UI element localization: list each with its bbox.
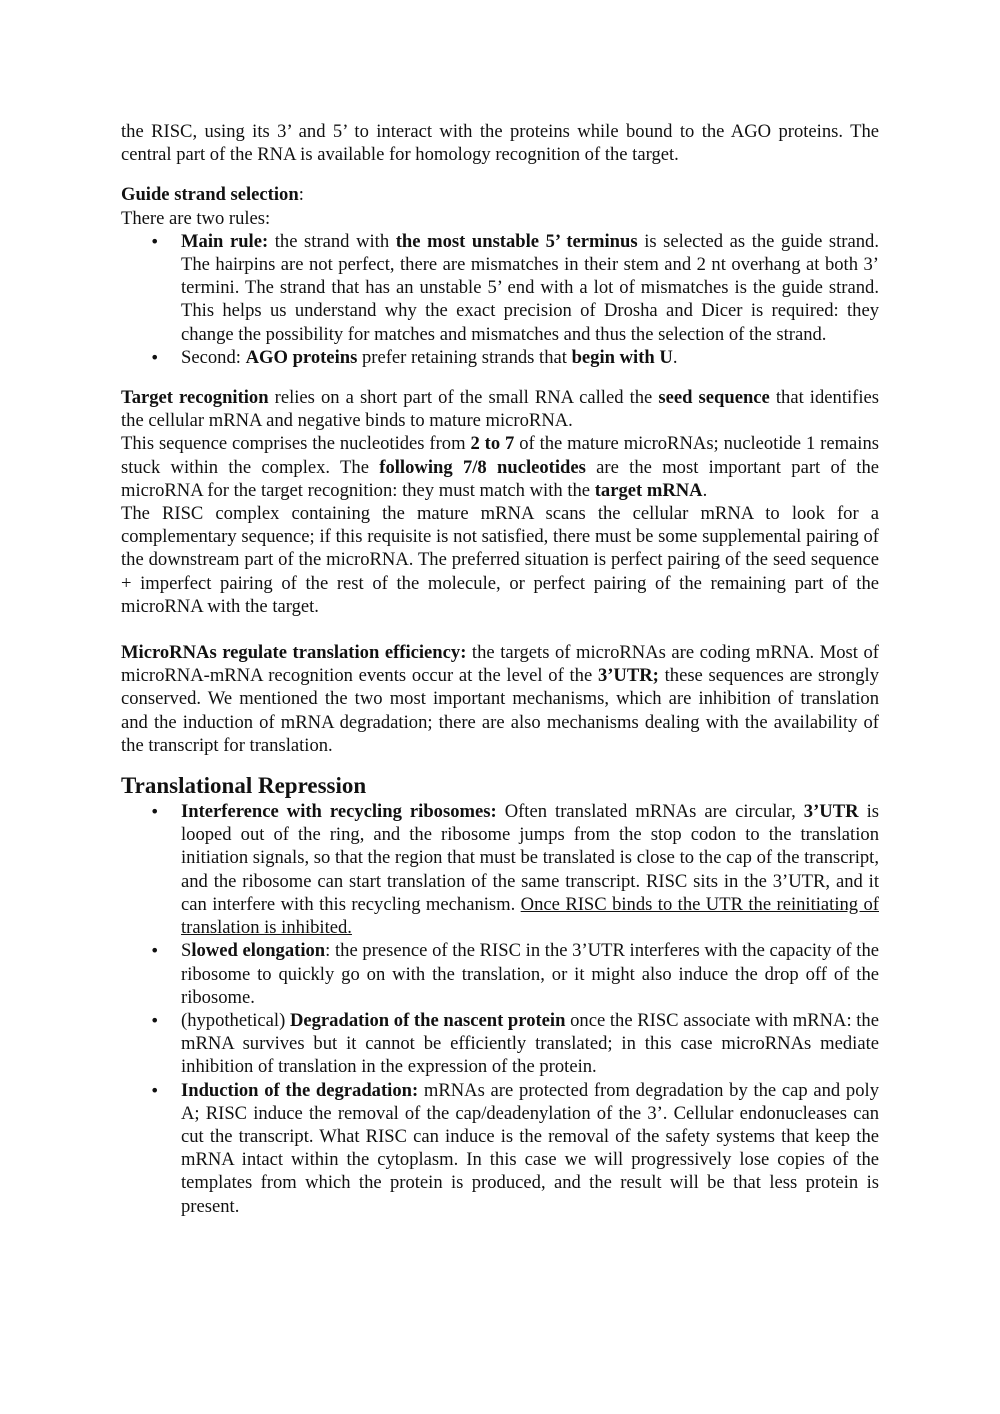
list-item (181, 230, 879, 346)
list-item (181, 1079, 879, 1218)
text-run: Second: (181, 346, 246, 368)
list-item (181, 1009, 879, 1079)
text-run: This sequence comprises the nucleotides from (121, 433, 471, 455)
bold-run: target mRNA (594, 479, 703, 501)
text-run: . (672, 346, 678, 368)
underlined-run: Once RISC binds to the UTR the reinitiating of translation is inhibited. (181, 893, 879, 939)
text-run: prefer retaining strands that (357, 346, 572, 368)
bold-run: 3’UTR (803, 801, 859, 823)
guide-strand-lead: There are two rules: (121, 207, 271, 229)
bold-run: MicroRNAs regulate translation efficiency: (121, 642, 467, 664)
guide-strand-rules (121, 230, 879, 369)
translational-repression-heading: Translational Repression (121, 773, 367, 799)
repression-mechanisms-list (121, 800, 879, 1218)
bold-run: Induction of the degradation: (181, 1079, 419, 1101)
intro-paragraph: the RISC, using its 3’ and 5’ to interact with the proteins while bound to the AGO proteins. The central part of the RNA is available for homology recognition of the target. (121, 121, 879, 166)
text-run: are the most important part of the microRNA for the target recognition: they must match with the (121, 456, 879, 501)
bold-run: begin with U (571, 346, 673, 368)
guide-strand-heading (121, 183, 879, 206)
bold-run: Degradation of the nascent protein (289, 1009, 566, 1031)
list-item (181, 800, 879, 939)
bold-run: the most unstable 5’ terminus (395, 230, 638, 252)
seed-sequence-paragraph (121, 432, 879, 502)
text-run: is looped out of the ring, and the ribosome jumps from the stop codon to the translation initiation signals, so that the region that must be translated is close to the cap of the transcript, and the ribosome can start translation of the same transcript. RISC sits in the 3’UTR, and it can interfere with this recycling mechanism. (181, 801, 879, 915)
bold-run: following 7/8 nucleotides (379, 456, 586, 478)
bold-run: Interference with recycling ribosomes: (181, 801, 497, 823)
text-run: that identifies the cellular mRNA and negative binds to mature microRNA. (121, 387, 879, 432)
text-run: is selected as the guide strand. The hairpins are not perfect, there are mismatches in their stem and 2 nt overhang at both 3’ termini. The strand that has an unstable 5’ end with a lot of mismatches is the guide strand. This helps us understand why the exact precision of Drosha and Dicer is required: they change the possibility for matches and mismatches and thus the selection of the strand. (181, 230, 879, 345)
text-run: of the mature microRNAs; nucleotide 1 remains stuck within the complex. The (121, 433, 879, 478)
text-run: Often translated mRNAs are circular, (496, 801, 804, 823)
bold-run: AGO proteins (245, 346, 358, 368)
target-recognition-paragraph (121, 386, 879, 432)
risc-scanning-paragraph: The RISC complex containing the mature mRNA scans the cellular mRNA to look for a complementary sequence; if this requisite is not satisfied, there must be some supplemental pairing of the downstream part of the microRNA. The preferred situation is perfect pairing of the seed sequence + imperfect pairing of the rest of the molecule, or perfect pairing of the remaining part of the microRNA with the target. (121, 503, 879, 617)
text-run: these sequences are strongly conserved. We mentioned the two most important mechanisms, which are inhibition of translation and the induction of mRNA degradation; there are also mechanisms dealing with the availability of the transcript for translation. (121, 665, 879, 756)
bold-run: seed sequence (658, 387, 770, 409)
text-run: the strand with (268, 230, 396, 252)
bold-run: 2 to 7 (470, 433, 515, 455)
guide-strand-title: Guide strand selection (121, 184, 299, 206)
text-run: S (181, 940, 192, 962)
list-item (181, 346, 879, 369)
text-run: once the RISC associate with mRNA: the mRNA survives but it cannot be efficiently translated; in this case microRNAs mediate inhibition of translation in the expression of the protein. (181, 1009, 879, 1078)
bold-run: 3’UTR; (597, 665, 659, 687)
list-item (181, 939, 879, 1009)
bold-run: Target recognition (121, 387, 269, 409)
text-run: . (702, 479, 708, 501)
text-run: (hypothetical) (181, 1009, 290, 1031)
text-run: relies on a short part of the small RNA called the (268, 387, 659, 409)
text-run: : the presence of the RISC in the 3’UTR interferes with the capacity of the ribosome to quickly go on with the translation, or it might also induce the drop off of the ribosome. (181, 940, 880, 1008)
text-run: mRNAs are protected from degradation by the cap and poly A; RISC induce the removal of the cap/deadenylation of the 3’. Cellular endonucleases can cut the transcript. What RISC can induce is the removal of the safety systems that keep the mRNA intact within the cytoplasm. In this case we will progressively lose copies of the templates from which the protein is produced, and the result will be that less protein is present. (181, 1079, 879, 1217)
translation-efficiency-paragraph (121, 641, 879, 757)
bold-run: lowed elongation (191, 940, 326, 962)
guide-strand-colon: : (298, 184, 304, 206)
text-run: the targets of microRNAs are coding mRNA. Most of microRNA-mRNA recognition events occur at the level of the (121, 642, 879, 687)
rule-label: Main rule: (181, 230, 269, 252)
